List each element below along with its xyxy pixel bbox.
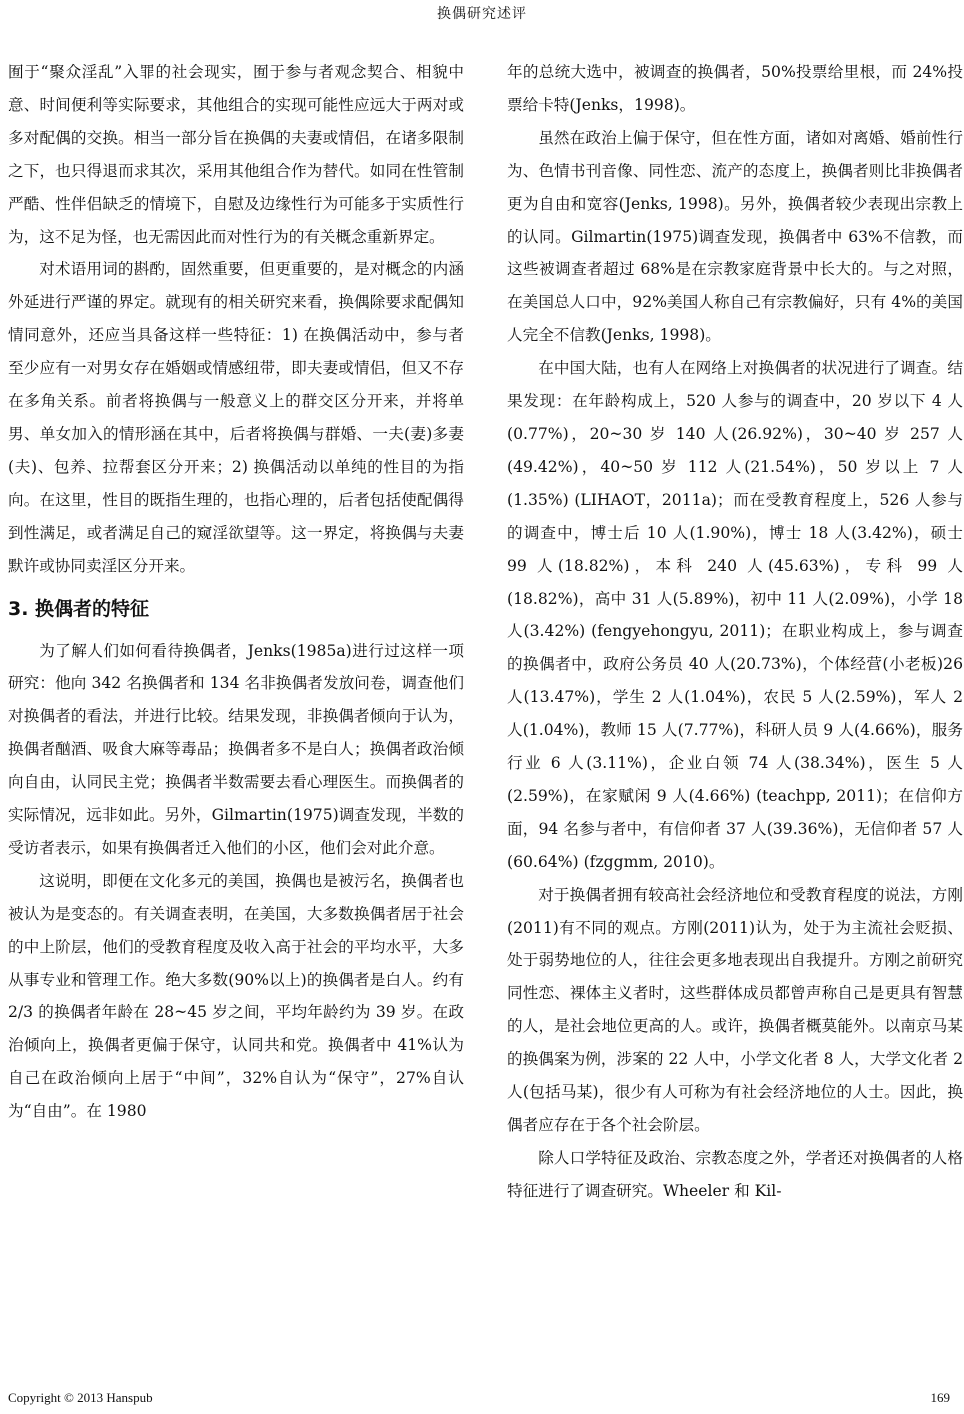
- paragraph-election: 年的总统大选中，被调查的换偶者，50%投票给里根，而 24%投票给卡特(Jenks，1998)。: [507, 63, 963, 114]
- section-heading: 3. 换偶者的特征: [8, 597, 150, 620]
- paragraph-china-survey: 在中国大陆，也有人在网络上对换偶者的状况进行了调查。结果发现：在年龄构成上，520 人参与的调查中，20 岁以下 4 人(0.77%)，20~30 岁 140 人(26.92%)，30~40 岁 257 人(49.42%)，40~50 岁 112 人(21.54%)，50 岁以上 7 人(1.35%) (LIHAOT，2011a)；而在受教育程度上，526 人参与的调查中，博士后 10 人(1.90%)，博士 18 人(3.42%)，硕士 99 人(18.82%)，本科 240 人(45.63%)，专科 99 人(18.82%)，高中 31 人(5.89%)，初中 11 人(2.09%)，小学 18 人(3.42%) (fengyehongyu, 2011)；在职业构成上，参与调查的换偶者中，政府公务员 40 人(20.73%)，个体经营(小老板)26 人(13.47%)，学生 2 人(1.04%)，农民 5 人(2.59%)，军人 2 人(1.04%)，教师 15 人(7.77%)，科研人员 9 人(4.66%)，服务行业 6 人(3.11%)，企业白领 74 人(38.34%)，医生 5 人(2.59%)，在家赋闲 9 人(4.66%) (teachpp, 2011)；在信仰方面，94 名参与者中，有信仰者 37 人(39.36%)，无信仰者 57 人(60.64%) (fzggmm, 2010)。: [507, 359, 963, 871]
- copyright-notice: Copyright © 2013 Hanspub: [8, 1390, 153, 1405]
- paragraph-us-demographics: 这说明，即便在文化多元的美国，换偶也是被污名，换偶者也被认为是变态的。有关调查表明，在美国，大多数换偶者居于社会的中上阶层，他们的受教育程度及收入高于社会的平均水平，大多从事专业和管理工作。绝大多数(90%以上)的换偶者是白人。约有 2/3 的换偶者年龄在 28~45 岁之间，平均年龄约为 39 岁。在政治倾向上，换偶者更偏于保守，认同共和党。换偶者中 41%认为自己在政治倾向上居于“中间”，32%自认为“保守”，27%自认为“自由”。在 1980: [8, 871, 464, 1121]
- paragraph-socioeconomic: 对于换偶者拥有较高社会经济地位和受教育程度的说法，方刚(2011)有不同的观点。方刚(2011)认为，处于为主流社会贬损、处于弱势地位的人，往往会更多地表现出自我提升。方刚之前研究同性恋、裸体主义者时，这些群体成员都曾声称自己是更具有智慧的人，是社会地位更高的人。或许，换偶者概莫能外。以南京马某的换偶案为例，涉案的 22 人中，小学文化者 8 人，大学文化者 2 人(包括马某)，很少有人可称为有社会经济地位的人士。因此，换偶者应存在于各个社会阶层。: [507, 885, 963, 1134]
- page-number: 169: [930, 1390, 950, 1405]
- right-column: [507, 56, 963, 1208]
- page-footer: [8, 1388, 950, 1408]
- left-column: [8, 56, 464, 1128]
- paragraph-continuation: 囿于“聚众淫乱”入罪的社会现实，囿于参与者观念契合、相貌中意、时间便利等实际要求，其他组合的实现可能性应远大于两对或多对配偶的交换。相当一部分旨在换偶的夫妻或情侣，在诸多限制之下，也只得退而求其次，采用其他组合作为替代。如同在性管制严酷、性伴侣缺乏的情境下，自慰及边缘性行为可能多于实质性行为，这不足为怪，也无需因此而对性行为的有关概念重新界定。: [8, 63, 464, 246]
- paragraph-personality: 除人口学特征及政治、宗教态度之外，学者还对换偶者的人格特征进行了调查研究。Wheeler 和 Kil-: [507, 1148, 963, 1200]
- paragraph-sexual-attitudes: 虽然在政治上偏于保守，但在性方面，诸如对离婚、婚前性行为、色情书刊音像、同性恋、流产的态度上，换偶者则比非换偶者更为自由和宽容(Jenks, 1998)。另外，换偶者较少表现出宗教上的认同。Gilmartin(1975)调查发现，换偶者中 63%不信教，而这些被调查者超过 68%是在宗教家庭背景中长大的。与之对照，在美国总人口中，92%美国人称自己有宗教偏好，只有 4%的美国人完全不信教(Jenks, 1998)。: [507, 128, 963, 345]
- running-header: 换偶研究述评: [437, 6, 527, 22]
- paragraph-perception: 为了解人们如何看待换偶者，Jenks(1985a)进行过这样一项研究：他向 342 名换偶者和 134 名非换偶者发放问卷，调查他们对换偶者的看法，并进行比较。结果发现，非换偶者倾向于认为，换偶者酗酒、吸食大麻等毒品；换偶者多不是白人；换偶者政治倾向自由，认同民主党；换偶者半数需要去看心理医生。而换偶者的实际情况，远非如此。另外，Gilmartin(1975)调查发现，半数的受访者表示，如果有换偶者迁入他们的小区，他们会对此介意。: [8, 641, 464, 857]
- paragraph-terminology: 对术语用词的斟酌，固然重要，但更重要的，是对概念的内涵外延进行严谨的界定。就现有的相关研究来看，换偶除要求配偶知情同意外，还应当具备这样一些特征：1) 在换偶活动中，参与者至少应有一对男女存在婚姻或情感纽带，即夫妻或情侣，但又不存在多角关系。前者将换偶与一般意义上的群交区分开来，并将单男、单女加入的情形涵在其中，后者将换偶与群婚、一夫(妻)多妻(夫)、包养、拉帮套区分开来；2) 换偶活动以单纯的性目的为指向。在这里，性目的既指生理的，也指心理的，后者包括使配偶得到性满足，或者满足自己的窥淫欲望等。这一界定，将换偶与夫妻默许或协同卖淫区分开来。: [8, 260, 464, 575]
